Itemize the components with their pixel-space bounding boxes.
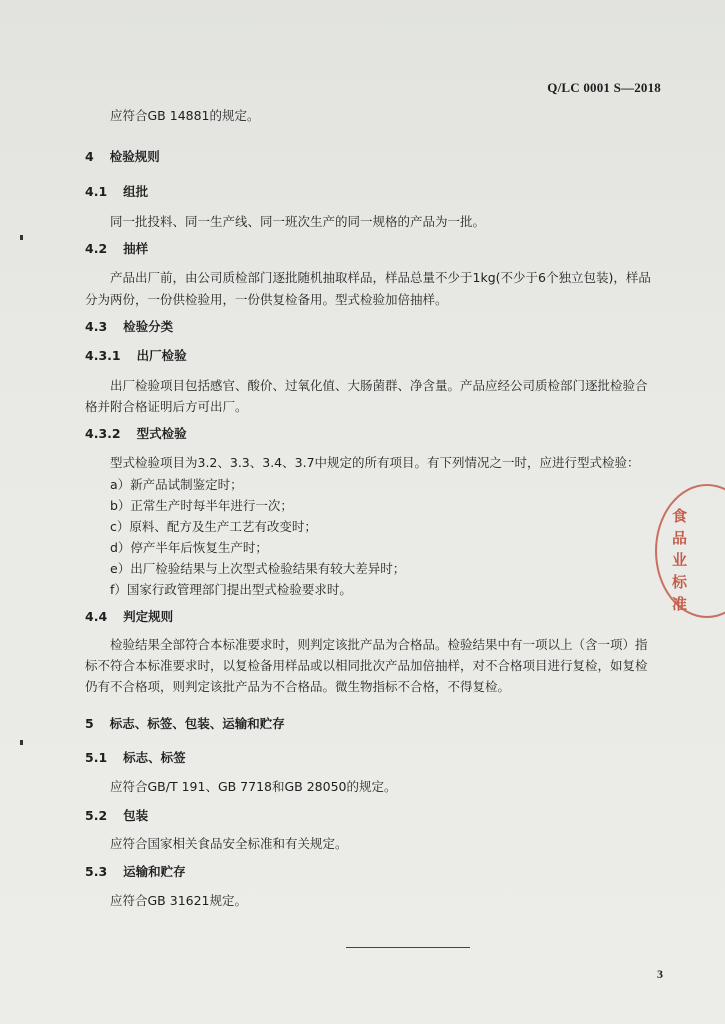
body-text: 应符合GB/T 191、GB 7718和GB 28050的规定。 bbox=[110, 779, 397, 794]
section-heading-4-1: 4.1 组批 bbox=[85, 184, 149, 199]
body-text: 型式检验项目为3.2、3.3、3.4、3.7中规定的所有项目。有下列情况之一时，应进行型式检验： bbox=[110, 455, 640, 470]
body-text: 产品出厂前，由公司质检部门逐批随机抽取样品，样品总量不少于1kg(不少于6个独立包装)，样品 bbox=[110, 270, 651, 285]
section-heading-4-3: 4.3 检验分类 bbox=[85, 319, 174, 334]
section-heading-5-1: 5.1 标志、标签 bbox=[85, 750, 186, 765]
body-text: 同一批投料、同一生产线、同一班次生产的同一规格的产品为一批。 bbox=[110, 214, 486, 229]
body-text: 出厂检验项目包括感官、酸价、过氧化值、大肠菌群、净含量。产品应经公司质检部门逐批检验合 bbox=[110, 378, 648, 393]
binding-mark bbox=[20, 740, 23, 745]
binding-mark bbox=[20, 235, 23, 240]
body-text: 分为两份，一份供检验用，一份供复检备用。型式检验加倍抽样。 bbox=[85, 292, 448, 307]
body-text: 标不符合本标准要求时，以复检备用样品或以相同批次产品加倍抽样，对不合格项目进行复检，如复检 bbox=[85, 658, 648, 673]
list-item: d）停产半年后恢复生产时； bbox=[110, 540, 268, 555]
body-text: 格并附合格证明后方可出厂。 bbox=[85, 399, 248, 414]
body-text: 检验结果全部符合本标准要求时，则判定该批产品为合格品。检验结果中有一项以上（含一项）指 bbox=[110, 637, 648, 652]
section-heading-4-4: 4.4 判定规则 bbox=[85, 609, 174, 624]
section-heading-4-2: 4.2 抽样 bbox=[85, 241, 149, 256]
end-line bbox=[346, 947, 470, 948]
body-text: 应符合GB 31621规定。 bbox=[110, 893, 247, 908]
doc-code: Q/LC 0001 S—2018 bbox=[547, 80, 661, 95]
list-item: b）正常生产时每半年进行一次； bbox=[110, 498, 293, 513]
body-text: 仍有不合格项，则判定该批产品为不合格品。微生物指标不合格，不得复检。 bbox=[85, 679, 511, 694]
page-number: 3 bbox=[657, 967, 663, 981]
seal-text: 食品业标准 bbox=[672, 507, 688, 613]
section-heading-4-3-2: 4.3.2 型式检验 bbox=[85, 426, 187, 441]
section-heading-4-3-1: 4.3.1 出厂检验 bbox=[85, 348, 187, 363]
section-heading-5-2: 5.2 包装 bbox=[85, 808, 149, 823]
body-text: 应符合GB 14881的规定。 bbox=[110, 108, 260, 123]
section-heading-5: 5 标志、标签、包装、运输和贮存 bbox=[85, 716, 285, 731]
list-item: e）出厂检验结果与上次型式检验结果有较大差异时； bbox=[110, 561, 406, 576]
section-heading-4: 4 检验规则 bbox=[85, 149, 160, 164]
list-item: c）原料、配方及生产工艺有改变时； bbox=[110, 519, 317, 534]
body-text: 应符合国家相关食品安全标准和有关规定。 bbox=[110, 836, 348, 851]
section-heading-5-3: 5.3 运输和贮存 bbox=[85, 864, 186, 879]
list-item: f）国家行政管理部门提出型式检验要求时。 bbox=[110, 582, 352, 597]
list-item: a）新产品试制鉴定时； bbox=[110, 477, 243, 492]
